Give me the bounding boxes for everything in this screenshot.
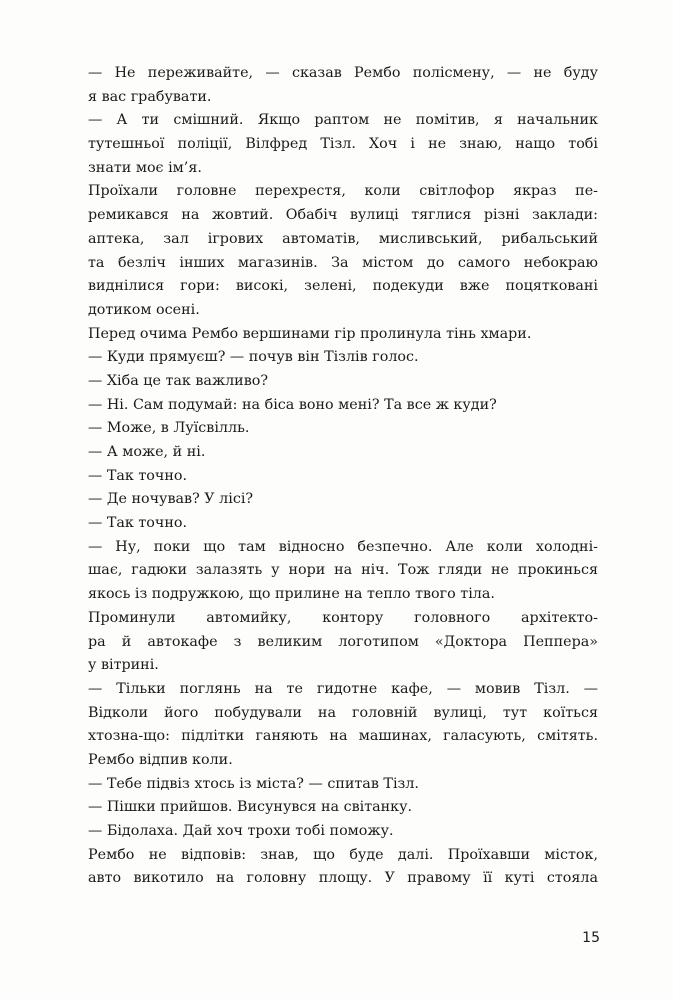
text-line: Проїхали головне перехрестя, коли світлофор якраз пе- — [88, 183, 598, 200]
text-line: ремикався на жовтий. Обабіч вулиці тяглися різні заклади: — [88, 207, 598, 224]
text-line: аптека, зал ігрових автоматів, мисливський, рибальський — [88, 230, 598, 247]
text-line: — Не переживайте, — сказав Рембо полісмену, — не буду — [88, 65, 598, 81]
text-line: ра й автокафе з великим логотипом «Доктора Пеппера» — [88, 633, 598, 650]
text-line: — Ну, поки що там відносно безпечно. Але коли холодні- — [88, 538, 598, 555]
text-line: авто викотило на головну площу. У правому її куті стояла — [88, 870, 598, 887]
text-line: — Куди прямуєш? — почув він Тізлів голос. — [88, 349, 419, 366]
text-line: Проминули автомийку, контору головного архітекто- — [88, 609, 598, 626]
text-line: — Так точно. — [88, 467, 188, 484]
text-line: Рембо відпив коли. — [88, 751, 233, 768]
text-line: Перед очима Рембо вершинами гір пролинула тінь хмари. — [88, 325, 532, 342]
text-line: — Тільки поглянь на те гидотне кафе, — мовив Тізл. — — [88, 680, 598, 697]
text-line: — Хіба це так важливо? — [88, 372, 269, 389]
text-line: хтозна-що: підлітки ганяють на машинах, галасують, смітять. — [88, 728, 598, 745]
text-line: дотиком осені. — [88, 301, 200, 318]
text-line: Рембо не відповів: знав, що буде далі. Проїхавши місток, — [88, 846, 598, 863]
text-line: — Бідолаха. Дай хоч трохи тобі поможу. — [88, 823, 394, 839]
text-line: знати моє ім’я. — [88, 159, 202, 176]
text-line: у вітрині. — [88, 657, 159, 674]
text-line: Відколи його побудували на головній вулиці, тут коїться — [88, 704, 598, 721]
body-text — [88, 62, 598, 891]
text-line: — Де ночував? У лісі? — [88, 491, 254, 508]
text-line: — А ти смішний. Якщо раптом не помітив, я начальник — [88, 112, 598, 129]
text-line: — Може, в Луїсвілль. — [88, 420, 250, 437]
text-line: тутешньої поліції, Вілфред Тізл. Хоч і не знаю, нащо тобі — [88, 136, 598, 153]
text-line: — А може, й ні. — [88, 444, 206, 460]
text-line: та безліч інших магазинів. За містом до самого небокраю — [88, 254, 598, 271]
text-line: шає, гадюки залазять у нори на ніч. Тож гляди не прокинься — [88, 562, 598, 579]
text-line: — Ні. Сам подумай: на біса воно мені? Та все ж куди? — [88, 396, 497, 413]
text-line: — Тебе підвіз хтось із міста? — спитав Тізл. — [88, 775, 419, 792]
text-line: виднілися гори: високі, зелені, подекуди вже поцятковані — [88, 278, 598, 295]
page-number: 15 — [582, 930, 600, 946]
text-line: — Пішки прийшов. Висунувся на світанку. — [88, 799, 413, 816]
text-line: я вас грабувати. — [88, 88, 212, 105]
text-line: якось із подружкою, що прилине на тепло твого тіла. — [88, 586, 495, 603]
text-line: — Так точно. — [88, 515, 188, 532]
